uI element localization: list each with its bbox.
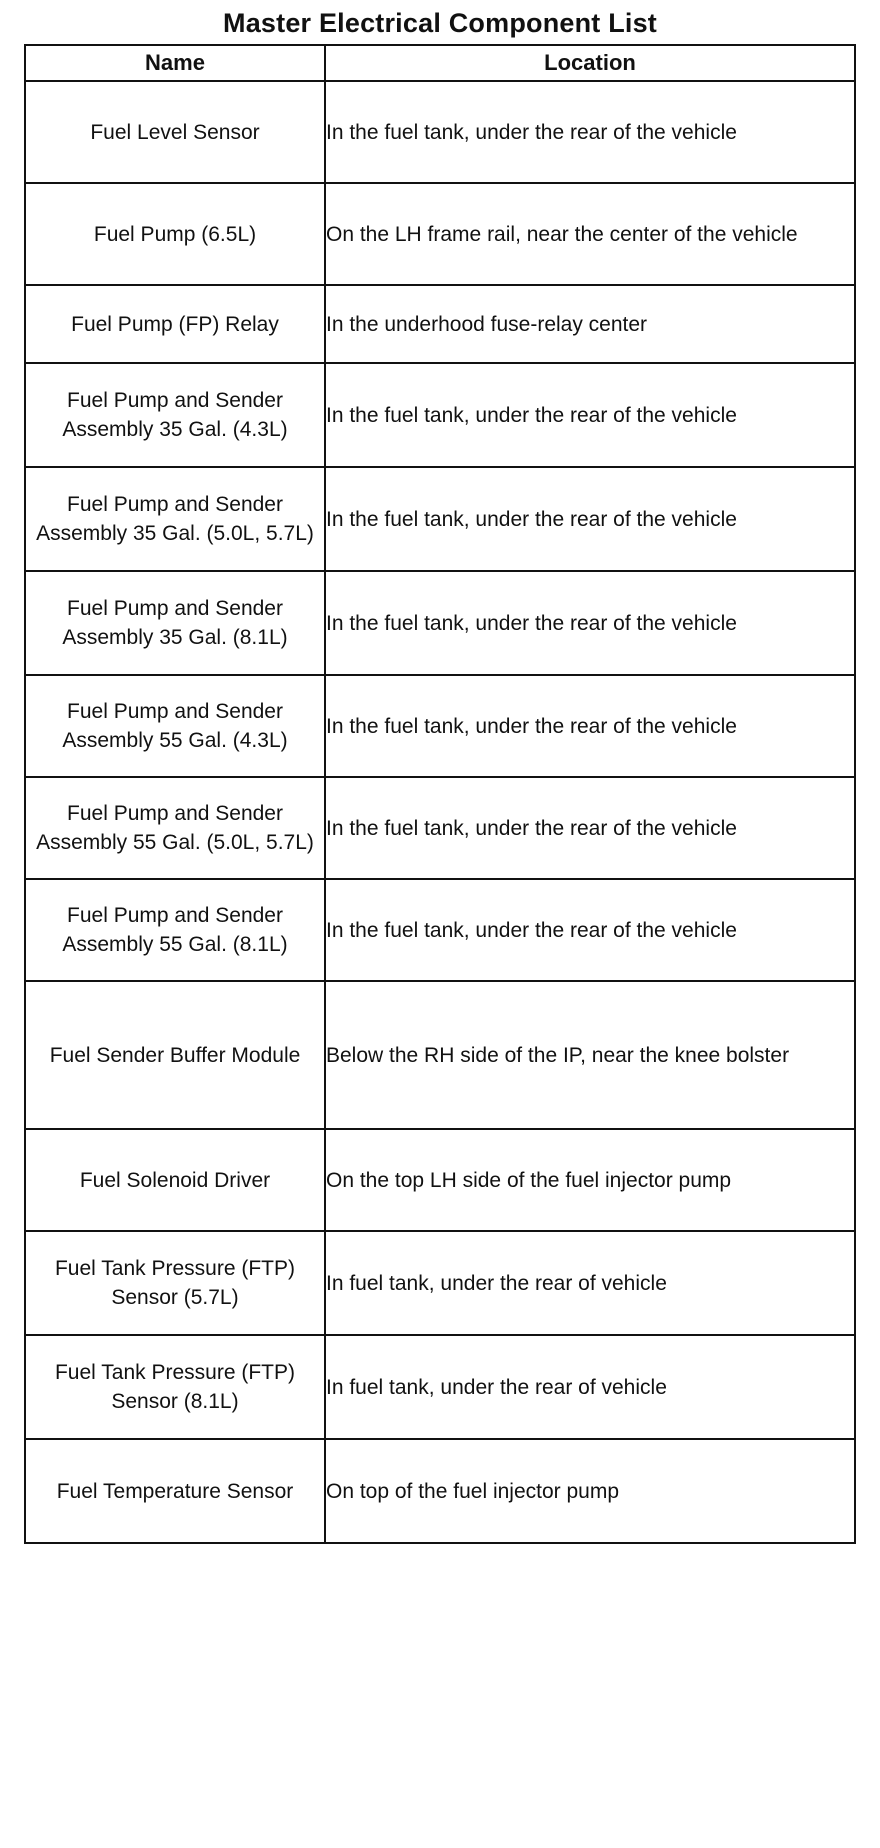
component-name: Fuel Tank Pressure (FTP) Sensor (5.7L) [25, 1231, 325, 1335]
component-location: Below the RH side of the IP, near the knee bolster [325, 981, 855, 1129]
component-location: In the underhood fuse-relay center [325, 285, 855, 363]
table-row [25, 467, 855, 571]
component-location: In the fuel tank, under the rear of the vehicle [325, 571, 855, 675]
component-location: On the top LH side of the fuel injector pump [325, 1129, 855, 1231]
component-name: Fuel Pump and Sender Assembly 35 Gal. (4.3L) [25, 363, 325, 467]
component-location: On the LH frame rail, near the center of the vehicle [325, 183, 855, 285]
table-row [25, 285, 855, 363]
table-row [25, 981, 855, 1129]
table-row [25, 1129, 855, 1231]
component-name: Fuel Pump and Sender Assembly 55 Gal. (4.3L) [25, 675, 325, 777]
component-name: Fuel Sender Buffer Module [25, 981, 325, 1129]
component-name: Fuel Pump and Sender Assembly 55 Gal. (8.1L) [25, 879, 325, 981]
component-name: Fuel Pump and Sender Assembly 35 Gal. (5.0L, 5.7L) [25, 467, 325, 571]
component-location: In the fuel tank, under the rear of the vehicle [325, 363, 855, 467]
component-location: In the fuel tank, under the rear of the vehicle [325, 675, 855, 777]
column-header-name: Name [25, 45, 325, 81]
component-name: Fuel Solenoid Driver [25, 1129, 325, 1231]
component-location: In the fuel tank, under the rear of the vehicle [325, 777, 855, 879]
column-header-location: Location [325, 45, 855, 81]
table-row [25, 1439, 855, 1543]
table-row [25, 183, 855, 285]
component-location: In the fuel tank, under the rear of the vehicle [325, 879, 855, 981]
component-location: In the fuel tank, under the rear of the vehicle [325, 81, 855, 183]
table-row [25, 1335, 855, 1439]
component-name: Fuel Tank Pressure (FTP) Sensor (8.1L) [25, 1335, 325, 1439]
table-header-row [25, 45, 855, 81]
component-name: Fuel Level Sensor [25, 81, 325, 183]
component-location: On top of the fuel injector pump [325, 1439, 855, 1543]
component-location: In fuel tank, under the rear of vehicle [325, 1231, 855, 1335]
table-row [25, 879, 855, 981]
component-table [24, 44, 856, 1544]
table-row [25, 81, 855, 183]
component-location: In fuel tank, under the rear of vehicle [325, 1335, 855, 1439]
component-name: Fuel Pump and Sender Assembly 35 Gal. (8.1L) [25, 571, 325, 675]
table-row [25, 363, 855, 467]
component-name: Fuel Pump and Sender Assembly 55 Gal. (5.0L, 5.7L) [25, 777, 325, 879]
page-title: Master Electrical Component List [223, 8, 657, 38]
table-row [25, 571, 855, 675]
table-row [25, 675, 855, 777]
component-name: Fuel Temperature Sensor [25, 1439, 325, 1543]
table-row [25, 1231, 855, 1335]
table-row [25, 777, 855, 879]
component-name: Fuel Pump (6.5L) [25, 183, 325, 285]
component-name: Fuel Pump (FP) Relay [25, 285, 325, 363]
component-location: In the fuel tank, under the rear of the vehicle [325, 467, 855, 571]
